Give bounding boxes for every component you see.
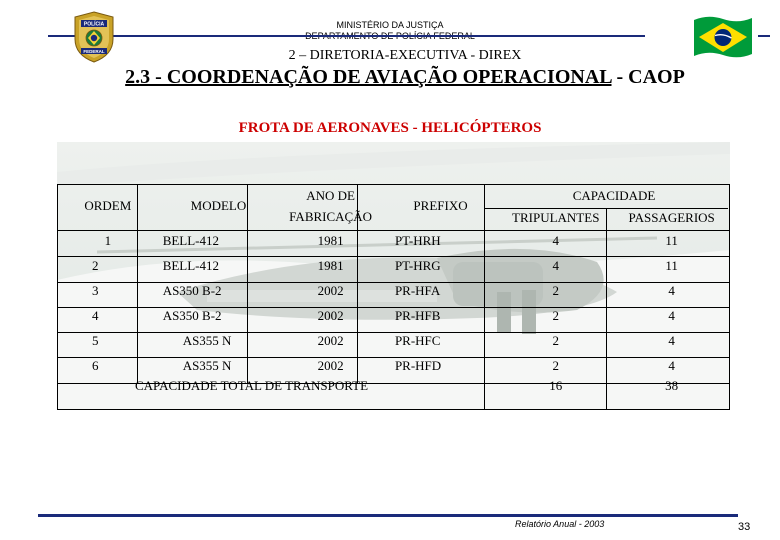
- cell-ano: 2002: [317, 307, 344, 323]
- header-text: [0, 20, 780, 42]
- cell-passageiros: 11: [665, 232, 678, 248]
- cell-passageiros: 4: [668, 332, 675, 348]
- cell-modelo: AS355 N: [182, 332, 232, 348]
- cell-passageiros: 4: [668, 357, 675, 373]
- grid-line: [357, 184, 358, 383]
- cell-prefixo: PR-HFC: [394, 332, 441, 348]
- cell-modelo: BELL-412: [162, 257, 220, 273]
- report-label: Relatório Anual - 2003: [515, 519, 605, 529]
- cell-passageiros: 11: [665, 257, 678, 273]
- cell-passageiros: 4: [668, 282, 675, 298]
- footer-rule: [38, 514, 738, 517]
- department-name: DEPARTAMENTO DE POLÍCIA FEDERAL: [305, 31, 475, 41]
- table-header-row: [57, 184, 730, 208]
- ministry-name: MINISTÉRIO DA JUSTIÇA: [336, 20, 444, 30]
- cell-modelo: AS350 B-2: [162, 307, 222, 323]
- cell-ordem: 4: [92, 307, 99, 323]
- header-ano-line2: FABRICAÇÃO: [289, 209, 373, 224]
- grid-line: [247, 184, 248, 383]
- cell-modelo: AS350 B-2: [162, 282, 222, 298]
- cell-prefixo: PR-HFA: [394, 282, 441, 298]
- header-rule-right: [758, 35, 770, 37]
- grid-line: [57, 383, 729, 384]
- directorate-title: 2 – DIRETORIA-EXECUTIVA - DIREX: [288, 48, 522, 63]
- cell-tripulantes: 2: [552, 332, 559, 348]
- cell-prefixo: PT-HRG: [394, 257, 441, 273]
- cell-modelo: AS355 N: [182, 357, 232, 373]
- grid-line: [137, 184, 138, 383]
- grid-line: [606, 208, 607, 409]
- coordination-suffix: - CAOP: [611, 66, 685, 88]
- header-passageiros: PASSAGERIOS: [628, 210, 715, 225]
- grid-line: [57, 230, 729, 231]
- header-ano-line1: ANO DE: [306, 188, 355, 203]
- total-tripulantes: 16: [549, 378, 563, 393]
- grid-line: [57, 307, 729, 308]
- coordination-name: 2.3 - COORDENAÇÃO DE AVIAÇÃO OPERACIONAL: [125, 66, 612, 88]
- coordination-title: [0, 66, 780, 89]
- badge-top-text: POLÍCIA: [83, 21, 105, 28]
- cell-prefixo: PR-HFD: [394, 357, 442, 373]
- cell-prefixo: PT-HRH: [394, 232, 441, 248]
- header-rule: [48, 35, 645, 37]
- cell-ano: 2002: [317, 332, 344, 348]
- cell-modelo: BELL-412: [162, 232, 220, 248]
- cell-tripulantes: 4: [552, 257, 559, 273]
- cell-ordem: 6: [92, 357, 99, 373]
- cell-tripulantes: 4: [552, 232, 559, 248]
- header-modelo: MODELO: [190, 198, 247, 213]
- cell-tripulantes: 2: [552, 282, 559, 298]
- cell-ordem: 5: [92, 332, 99, 348]
- grid-line: [57, 282, 729, 283]
- header-tripulantes: TRIPULANTES: [512, 210, 600, 225]
- cell-ordem: 2: [92, 257, 99, 273]
- grid-line: [484, 208, 728, 209]
- grid-line: [57, 332, 729, 333]
- grid-line: [57, 256, 729, 257]
- cell-prefixo: PR-HFB: [394, 307, 441, 323]
- header-capacidade: CAPACIDADE: [572, 188, 656, 203]
- page-number: 33: [738, 521, 751, 533]
- cell-tripulantes: 2: [552, 357, 559, 373]
- cell-ordem: 1: [104, 232, 112, 248]
- grid-line: [484, 184, 485, 409]
- cell-passageiros: 4: [668, 307, 675, 323]
- fleet-table: [57, 184, 730, 400]
- grid-line: [57, 357, 729, 358]
- cell-tripulantes: 2: [552, 307, 559, 323]
- header-ano: [278, 184, 383, 228]
- total-row: [57, 378, 730, 400]
- cell-ano: 1981: [317, 232, 344, 248]
- cell-ano: 2002: [317, 357, 344, 373]
- table-row: [57, 228, 730, 253]
- fleet-title: FROTA DE AERONAVES - HELICÓPTEROS: [238, 120, 542, 136]
- badge-bottom-text: FEDERAL: [83, 48, 105, 54]
- cell-ano: 1981: [317, 257, 344, 273]
- total-label: CAPACIDADE TOTAL DE TRANSPORTE: [135, 378, 369, 393]
- cell-ordem: 3: [92, 282, 99, 298]
- header-ordem: ORDEM: [84, 198, 132, 213]
- total-passageiros: 38: [665, 378, 679, 393]
- header-prefixo: PREFIXO: [413, 198, 468, 213]
- cell-ano: 2002: [317, 282, 344, 298]
